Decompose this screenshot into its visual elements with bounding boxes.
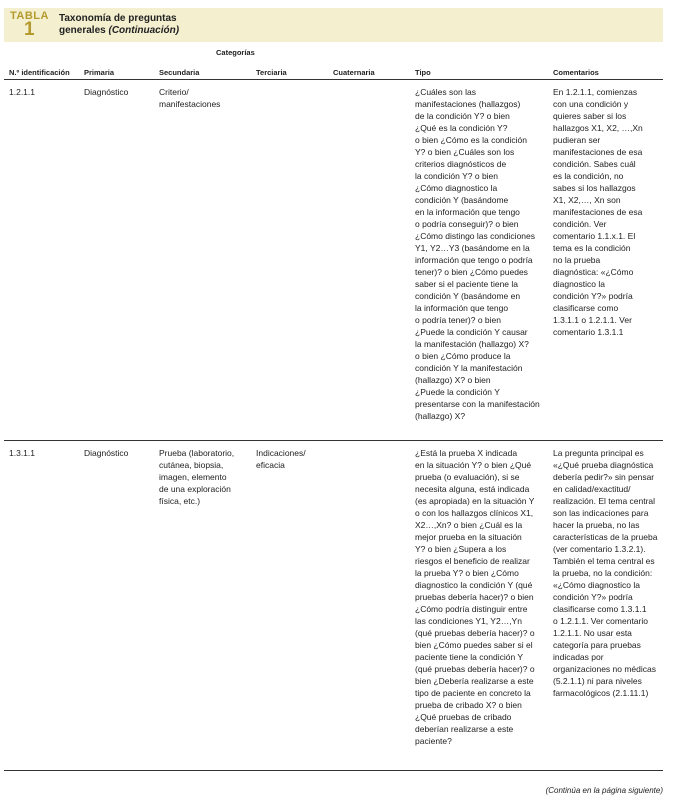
col-header-secundaria: Secundaria (159, 68, 200, 77)
col-header-id: N.º identificación (9, 68, 70, 77)
table-title (59, 13, 179, 37)
row1-comentarios: En 1.2.1.1, comienzas con una condición y quieres saber si los hallazgos X1, X2, …,Xn pudieran ser manifestaciones de esa condición. Sabes cuál es la condición, no sabes si los hallazgos X1, X2,…, Xn son manifestaciones de esa condición. Ver comentario 1.1.x.1. El tema es la condición no la prueba diagnóstica: «¿Cómo diagnostico la condición Y?» podría clasificarse como 1.3.1.1 o 1.2.1.1. Ver comentario 1.3.1.1 (553, 87, 643, 337)
row-divider (4, 440, 663, 441)
row1-tipo: ¿Cuáles son las manifestaciones (hallazgos) de la condición Y? o bien ¿Qué es la condición Y? o bien ¿Cómo es la condición Y? o bien ¿Cuáles son los criterios diagnósticos de la condición Y? o bien ¿Cómo diagnostico la condición Y (basándome en la información que tengo o podría conseguir)? o bien ¿Cómo distingo las condiciones Y1, Y2…Y3 (basándome en la información que tengo o podría tener)? o bien ¿Cómo puedes saber si el paciente tiene la condición Y (basándome en la información que tengo o podría tener)? o bien ¿Puede la condición Y causar la manifestación (hallazgo) X? o bien ¿Cómo produce la condición Y la manifestación (hallazgo) X? o bien ¿Puede la condición Y presentarse con la manifestación (hallazgo) X? (415, 87, 540, 421)
row2-comentarios: La pregunta principal es «¿Qué prueba diagnóstica debería pedir?» sin pensar en calidad/exactitud/ realización. El tema central son las indicaciones para hacer la prueba, no las características de la prueba (ver comentario 1.3.2.1). También el tema central es la prueba, no la condición: «¿Cómo diagnostico la condición Y?» podría clasificarse como 1.3.1.1 o 1.2.1.1. Ver comentario 1.2.1.1. No usar esta categoría para pruebas indicadas por organizaciones no médicas (5.2.1.1) ni para niveles farmacológicos (2.1.11.1) (553, 448, 658, 698)
table-title-continuation: (Continuación) (108, 25, 180, 36)
row2-terciaria: Indicaciones/ eficacia (256, 448, 306, 470)
continuation-note: (Continúa en la página siguiente) (545, 786, 663, 795)
tabla-label: TABLA (10, 10, 49, 22)
row1-primaria: Diagnóstico (84, 87, 129, 97)
table-title-line2: generales (59, 25, 109, 36)
row1-secundaria: Criterio/ manifestaciones (159, 87, 221, 109)
categorias-group-heading: Categorías (216, 48, 255, 57)
header-rule (4, 79, 663, 80)
row2-primaria: Diagnóstico (84, 448, 129, 458)
table-number-box (4, 8, 50, 42)
col-header-cuaternaria: Cuaternaria (333, 68, 375, 77)
tabla-number: 1 (24, 19, 35, 40)
row2-tipo: ¿Está la prueba X indicada en la situación Y? o bien ¿Qué prueba (o evaluación), si se necesita alguna, está indicada (es apropiada) en la situación Y o con los hallazgos clínicos X1, X2…,Xn? o bien ¿Cuál es la mejor prueba en la situación Y? o bien ¿Supera a los riesgos el beneficio de realizar la prueba Y? o bien ¿Cómo diagnostico la condición Y (qué pruebas debería hacer)? o bien ¿Cómo podría distinguir entre las condiciones Y1, Y2…,Yn (qué pruebas debería hacer)? o bien ¿Cómo puedes saber si el paciente tiene la condición Y (qué pruebas debería hacer)? o bien ¿Debería realizarse a este tipo de paciente en concreto la prueba de cribado X? o bien ¿Qué pruebas de cribado deberían realizarse a este paciente? (415, 448, 535, 746)
col-header-primaria: Primaria (84, 68, 115, 77)
row2-id: 1.3.1.1 (9, 448, 35, 458)
row2-secundaria: Prueba (laboratorio, cutánea, biopsia, imagen, elemento de una exploración física, etc.) (159, 448, 235, 506)
row1-id: 1.2.1.1 (9, 87, 35, 97)
col-header-comentarios: Comentarios (553, 68, 599, 77)
table-title-line1: Taxonomía de preguntas (59, 13, 177, 24)
col-header-terciaria: Terciaria (256, 68, 287, 77)
table-header-banner (4, 8, 663, 42)
col-header-tipo: Tipo (415, 68, 431, 77)
table-bottom-rule (4, 770, 663, 771)
